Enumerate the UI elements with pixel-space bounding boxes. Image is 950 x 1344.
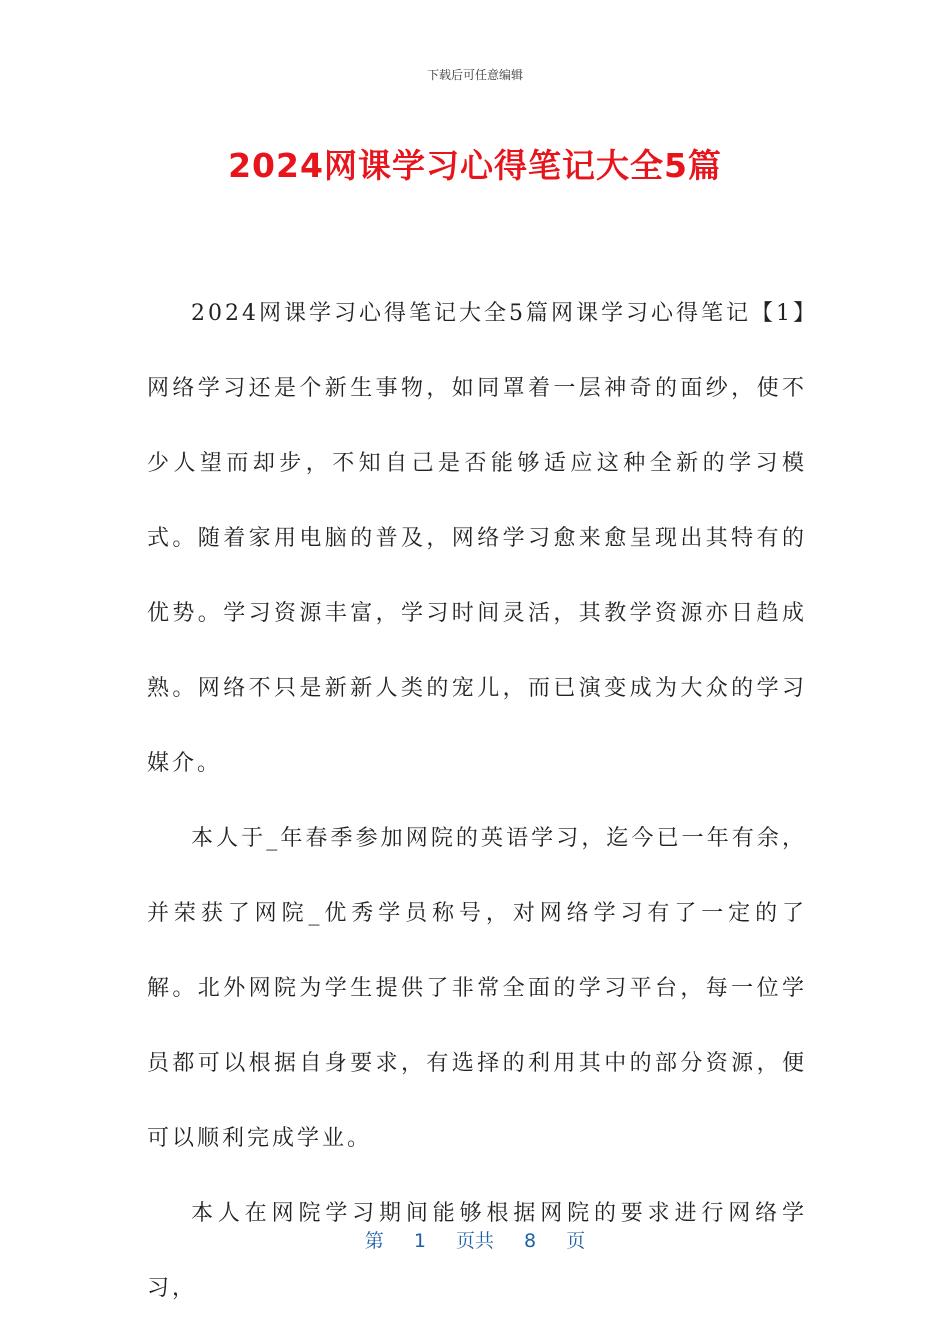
page-footer xyxy=(0,1226,950,1253)
document-title: 2024网课学习心得笔记大全5篇 xyxy=(228,146,722,185)
header-note: 下载后可任意编辑 xyxy=(426,68,523,82)
footer-total-pages: 8 xyxy=(524,1230,537,1252)
footer-suffix: 页 xyxy=(566,1230,586,1252)
paragraph-2: 本人于_年春季参加网院的英语学习，迄今已一年有余，并荣获了网院_优秀学员称号，对网络学习有了一定的了解。北外网院为学生提供了非常全面的学习平台，每一位学员都可以根据自身要求，有选择的利用其中的部分资源，便可以顺利完成学业。 xyxy=(147,826,807,1151)
footer-current-page: 1 xyxy=(413,1230,426,1252)
paragraph-1: 2024网课学习心得笔记大全5篇网课学习心得笔记【1】网络学习还是个新生事物，如同罩着一层神奇的面纱，使不少人望而却步，不知自己是否能够适应这种全新的学习模式。随着家用电脑的普及，网络学习愈来愈呈现出其特有的优势。学习资源丰富，学习时间灵活，其教学资源亦日趋成熟。网络不只是新新人类的宠儿，而已演变成为大众的学习媒介。 xyxy=(147,301,807,776)
document-body xyxy=(147,276,807,1326)
footer-middle: 页共 xyxy=(455,1230,494,1252)
paragraph-3: 本人在网院学习期间能够根据网院的要求进行网络学习， xyxy=(147,1201,807,1301)
footer-prefix: 第 xyxy=(364,1230,384,1252)
